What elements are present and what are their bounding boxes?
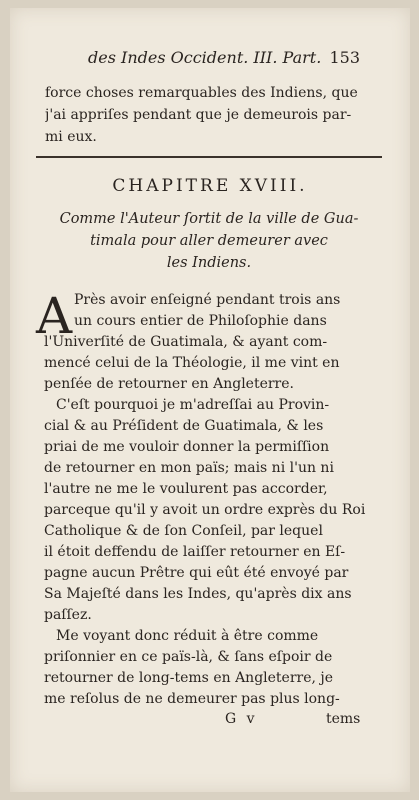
body-line: priſonnier en ce païs-là, & ſans eſpoir de [44,649,333,665]
body-line: pagne aucun Prêtre qui eût été envoyé par [44,565,349,581]
book-page [10,8,410,792]
signature-mark: G v [225,711,258,727]
body-line: me reſolus de ne demeurer pas plus long- [44,691,340,707]
page-number: 153 [329,48,360,67]
chapter-subtitle-line: Comme l'Auteur ſortit de la ville de Gua- [59,211,359,227]
section-divider [36,156,382,158]
body-line: parceque qu'il y avoit un ordre exprès du Roi [44,502,366,518]
body-line: C'eſt pourquoi je m'adreſſai au Provin- [56,397,330,413]
body-line: paſſez. [44,607,92,623]
body-line: l'Univerſité de Guatimala, & ayant com- [44,334,328,350]
body-line: Sa Majeſté dans les Indes, qu'après dix ans [44,586,352,602]
body-line: mencé celui de la Théologie, il me vint en [44,355,340,371]
body-line: Me voyant donc réduit à être comme [56,628,319,644]
text-line: mi eux. [45,129,97,145]
running-title: des Indes Occident. III. Part. [88,48,322,67]
body-line: Près avoir enſeigné pendant trois ans [74,292,341,308]
chapter-subtitle-line: les Indiens. [166,255,252,271]
chapter-title: CHAPITRE XVIII. [112,176,308,196]
body-line: retourner de long-tems en Angleterre, je [44,670,334,686]
body-line: priai de me vouloir donner la permiſſion [44,439,330,455]
text-line: force choses remarquables des Indiens, que [45,85,358,101]
running-header [88,48,358,72]
body-line: l'autre ne me le voulurent pas accorder, [44,481,328,497]
body-line: Catholique & de ſon Conſeil, par lequel [44,523,323,539]
body-line: il étoit deffendu de laiſſer retourner en Eſ- [44,544,346,560]
body-line: un cours entier de Philoſophie dans [74,313,327,329]
body-line: de retourner en mon païs; mais ni l'un ni [44,460,334,476]
chapter-subtitle-line: timala pour aller demeurer avec [90,233,328,249]
catchword: tems [326,711,361,727]
drop-cap: A [36,287,73,345]
body-line: penſée de retourner en Angleterre. [44,376,294,392]
body-line: cial & au Préſident de Guatimala, & les [44,418,324,434]
text-line: j'ai appriſes pendant que je demeurois par- [45,107,352,123]
